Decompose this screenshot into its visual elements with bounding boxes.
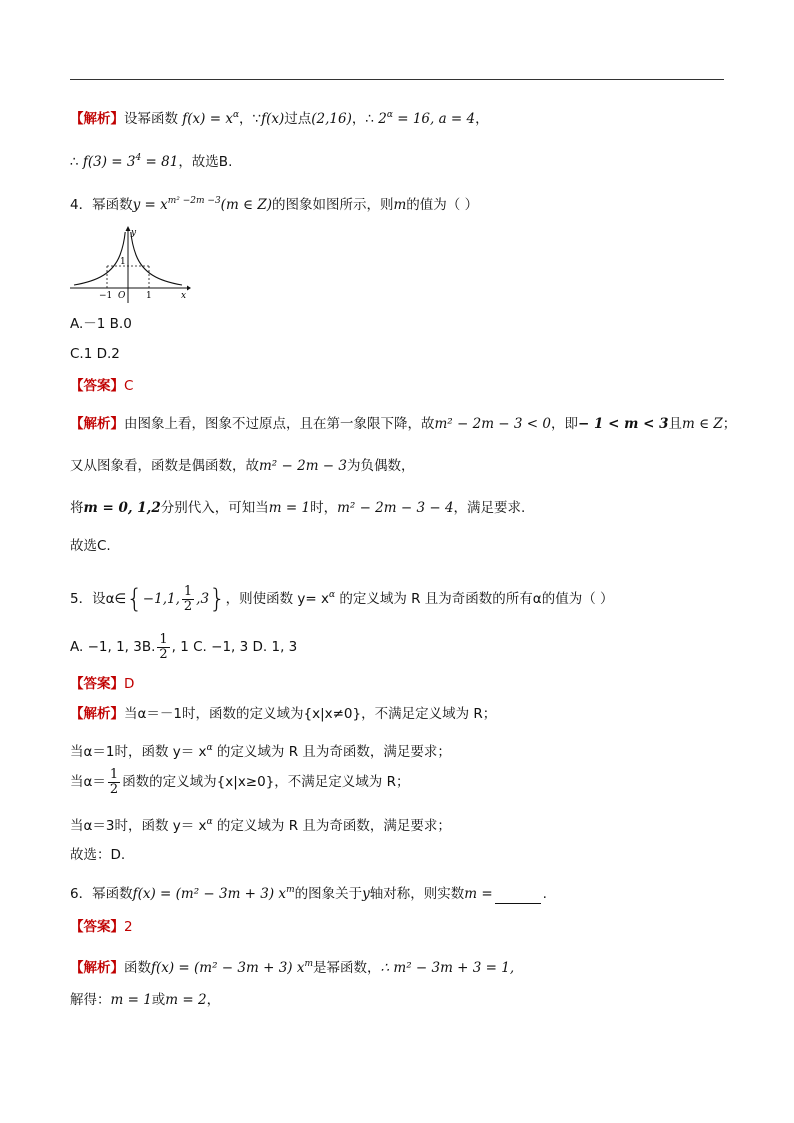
q4-graph <box>70 225 192 307</box>
answer-blank <box>495 889 541 904</box>
q5-conclusion: 故选：D. <box>70 847 126 863</box>
q6-answer: 【答案】2 <box>70 919 133 935</box>
label-one-x: 1 <box>146 291 152 301</box>
answer-tag: 【答案】 <box>70 378 124 394</box>
curve-left <box>74 232 125 285</box>
q4-analysis-line1: 【解析】由图象上看，图象不过原点，且在第一象限下降，故m² − 2m − 3 < 0，即− 1 < m < 3且m ∈ Z； <box>70 416 737 432</box>
q6-solution: 解得：m = 1或m = 2， <box>70 992 221 1008</box>
label-neg-one: −1 <box>99 291 113 301</box>
q5-analysis-line2: 当α＝1时，函数 $y= x^\alpha$ 的定义域为 R 且为奇函数，满足要求； <box>70 743 451 760</box>
q5-analysis-line3: 当α＝ $\frac{1}{2}$ 函数的定义域为{x|x≥0}，不满足定义域为 R； <box>70 766 410 797</box>
q6-analysis-line1: 【解析】函数f(x) = (m² − 3m + 3) $x^m$是幂函数，∴ m² − 3m + 3 = 1, <box>70 959 515 976</box>
label-origin: O <box>118 291 126 301</box>
q3-analysis-line2: ∴ $f(3) = 3^4 = 81$，故选B. <box>70 153 233 170</box>
q5-option-fraction: $\frac{1}{2}$ <box>159 631 168 662</box>
q5-answer: 【答案】D <box>70 676 135 692</box>
q4-stem: 4．幂函数$y = x^{m^2 -2m -3}(m$ ∈ Z)的图象如图所示，则m的值为（ ） <box>70 196 479 213</box>
y-axis-arrow <box>126 226 131 231</box>
q5-analysis-line4: 当α＝3时，函数 $y= x^\alpha$ 的定义域为 R 且为奇函数，满足要求； <box>70 817 451 834</box>
y-axis-label: y <box>131 228 137 238</box>
analysis-tag: 【解析】 <box>70 111 124 127</box>
q3-analysis-line1: 【解析】设幂函数 $f(x) = x^\alpha$，∵f(x)过点(2,16)，∴ $2^\alpha = 16$, a = 4， <box>70 110 489 127</box>
q4-answer: 【答案】C <box>70 378 134 394</box>
q4-conclusion: 故选C. <box>70 538 111 554</box>
q4-options-1: A.－1 B.0 <box>70 316 132 332</box>
header-rule <box>70 79 724 80</box>
q4-analysis-line2: 又从图象看，函数是偶函数，故m² − 2m − 3为负偶数， <box>70 458 415 474</box>
x-axis-label: x <box>181 291 187 301</box>
q6-stem: 6．幂函数f(x) = (m² − 3m + 3) $x^m$的图象关于y轴对称，则实数m = . <box>70 885 547 902</box>
q5-stem: 5．设α∈{−1,1, $\frac{1}{2}$ ,3}，则使函数 $y= x^\alpha$ 的定义域为 R 且为奇函数的所有α的值为（ ） <box>70 583 614 614</box>
q4-analysis-line3: 将m = 0, 1,2分别代入，可知当m = 1时，m² − 2m − 3 − 4，满足要求. <box>70 500 526 516</box>
label-one-y: 1 <box>120 257 126 267</box>
q5-analysis-line1: 【解析】当α＝－1时，函数的定义域为{x|x≠0}，不满足定义域为 R； <box>70 706 497 722</box>
q5-half-fraction: $\frac{1}{2}$ <box>109 766 119 797</box>
x-axis-arrow <box>187 286 191 291</box>
curve-right <box>131 232 182 285</box>
q5-set-fraction: $\frac{1}{2}$ <box>183 583 193 614</box>
q4-options-2: C.1 D.2 <box>70 346 120 362</box>
q5-options: A. −1, 1, 3B. $\frac{1}{2}$ , 1 C. −1, 3 D. 1, 3 <box>70 631 298 662</box>
